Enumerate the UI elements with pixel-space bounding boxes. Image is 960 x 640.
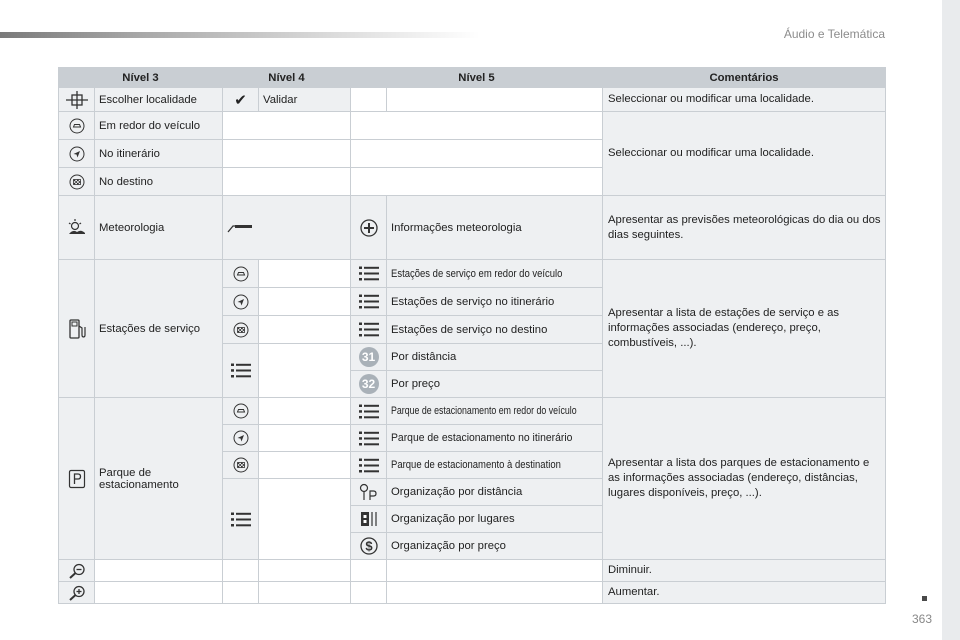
table-row — [59, 260, 886, 288]
level5-item: Por distância — [387, 344, 603, 371]
parking-places-icon[interactable] — [351, 506, 387, 533]
list-icon[interactable] — [351, 425, 387, 452]
parking-icon[interactable] — [59, 398, 95, 560]
table-row — [59, 196, 886, 260]
comment: Seleccionar ou modificar uma localidade. — [603, 88, 886, 112]
pen-icon[interactable] — [223, 196, 351, 260]
level5-item: Parque de estacionamento no itinerário — [387, 425, 603, 452]
itinerary-icon[interactable] — [223, 288, 259, 316]
distance-pin-icon[interactable] — [351, 479, 387, 506]
level5-item: Estações de serviço no destino — [387, 316, 603, 344]
around-vehicle-icon[interactable] — [223, 260, 259, 288]
svg-text:$: $ — [364, 538, 373, 554]
level5-item: Organização por preço — [387, 533, 603, 560]
header-rule — [0, 32, 480, 38]
comment: Apresentar as previsões meteorológicas do dia ou dos dias seguintes. — [603, 196, 886, 260]
comment: Aumentar. — [603, 582, 886, 604]
destination-icon[interactable] — [223, 316, 259, 344]
zoom-out-icon[interactable] — [59, 560, 95, 582]
page-marker — [922, 596, 927, 601]
itinerary-icon[interactable] — [223, 425, 259, 452]
table-row — [59, 88, 886, 112]
level5-item: Parque de estacionamento à destination — [387, 452, 603, 479]
level5-item: Estações de serviço no itinerário — [387, 288, 603, 316]
settings-table — [58, 67, 886, 604]
header-level-5: Nível 5 — [351, 68, 603, 88]
table-row — [59, 112, 886, 140]
list-icon[interactable] — [351, 452, 387, 479]
destination-label: No destino — [95, 168, 223, 196]
page-number: 363 — [911, 612, 932, 626]
comment: Seleccionar ou modificar uma localidade. — [603, 112, 886, 196]
itinerary-label: No itinerário — [95, 140, 223, 168]
comment: Apresentar a lista de estações de serviço e as informações associadas (endereço, preço, combustíveis, ...). — [603, 260, 886, 398]
destination-icon[interactable] — [223, 452, 259, 479]
level5-item: Estações de serviço em redor do veículo — [387, 260, 603, 288]
parking-label: Parque de estacionamento — [95, 398, 223, 560]
table-row — [59, 560, 886, 582]
list-icon[interactable] — [351, 288, 387, 316]
level5-item: Organização por lugares — [387, 506, 603, 533]
around-vehicle-icon[interactable] — [223, 398, 259, 425]
side-strip — [942, 0, 960, 640]
weather-icon[interactable] — [59, 196, 95, 260]
reference-badge: 32 — [351, 371, 387, 398]
plus-circle-icon[interactable] — [351, 196, 387, 260]
header-level-4: Nível 4 — [223, 68, 351, 88]
validate-label: Validar — [259, 88, 351, 112]
list-icon[interactable] — [223, 479, 259, 560]
choose-locality-label: Escolher localidade — [95, 88, 223, 112]
table-header-row — [59, 68, 886, 88]
level5-item: Por preço — [387, 371, 603, 398]
dollar-icon[interactable] — [351, 533, 387, 560]
header-comments: Comentários — [603, 68, 886, 88]
list-icon[interactable] — [351, 260, 387, 288]
reference-badge: 31 — [351, 344, 387, 371]
service-stations-label: Estações de serviço — [95, 260, 223, 398]
level5-item: Organização por distância — [387, 479, 603, 506]
list-icon[interactable] — [351, 316, 387, 344]
comment: Diminuir. — [603, 560, 886, 582]
table-row — [59, 398, 886, 425]
list-icon[interactable] — [351, 398, 387, 425]
around-vehicle-label: Em redor do veículo — [95, 112, 223, 140]
header-level-3: Nível 3 — [59, 68, 223, 88]
list-icon[interactable] — [223, 344, 259, 398]
checkmark-icon[interactable]: ✔ — [223, 88, 259, 112]
weather-label: Meteorologia — [95, 196, 223, 260]
destination-icon[interactable] — [59, 168, 95, 196]
weather-info-label: Informações meteorologia — [387, 196, 603, 260]
section-title: Áudio e Telemática — [783, 27, 885, 41]
fuel-pump-icon[interactable] — [59, 260, 95, 398]
comment: Apresentar a lista dos parques de estacionamento e as informações associadas (endereço, distâncias, lugares disponíveis, preço, ...). — [603, 398, 886, 560]
around-vehicle-icon[interactable] — [59, 112, 95, 140]
level5-item: Parque de estacionamento em redor do veículo — [387, 398, 603, 425]
locality-icon[interactable] — [59, 88, 95, 112]
zoom-in-icon[interactable] — [59, 582, 95, 604]
itinerary-icon[interactable] — [59, 140, 95, 168]
table-row — [59, 582, 886, 604]
